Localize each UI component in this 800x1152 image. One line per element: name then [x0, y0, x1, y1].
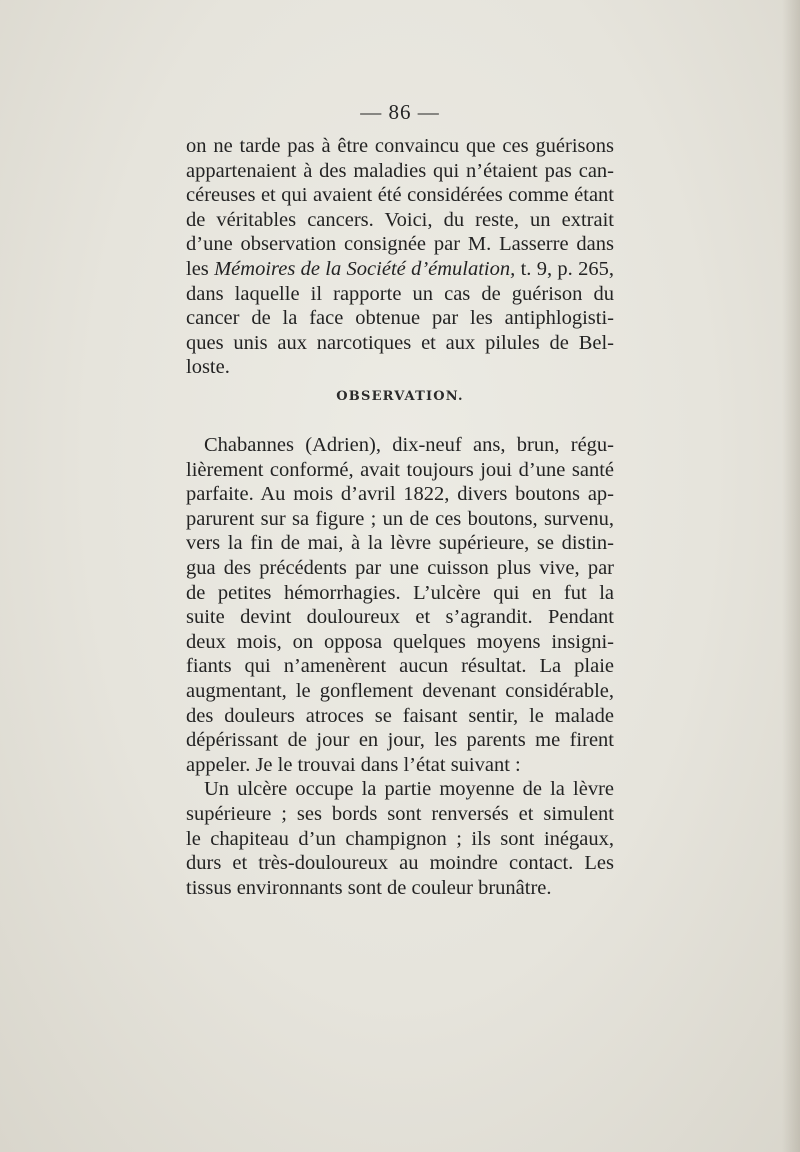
text-line: loste.: [186, 356, 230, 379]
text-line: gua des précédents par une cuisson plus vive, par: [186, 556, 614, 579]
text-line: parurent sur sa figure ; un de ces boutons, survenu,: [186, 507, 614, 530]
text-line: des douleurs atroces se faisant sentir, le malade: [186, 704, 614, 727]
text-line: supérieure ; ses bords sont renversés et simulent: [186, 802, 614, 825]
text-line: d’une observation consignée par M. Lasserre dans: [186, 233, 614, 256]
text-line: ques unis aux narcotiques et aux pilules de Bel-: [186, 331, 614, 354]
text-line: augmentant, le gonflement devenant considérable,: [186, 679, 614, 702]
text-line: Un ulcère occupe la partie moyenne de la lèvre: [204, 778, 614, 801]
text-line: appartenaient à des maladies qui n’étaient pas can-: [186, 159, 614, 182]
text-line: céreuses et qui avaient été considérées comme étant: [186, 184, 614, 207]
text-line: tissus environnants sont de couleur brunâtre.: [186, 876, 552, 899]
text-line: cancer de la face obtenue par les antiphlogisti-: [186, 307, 614, 330]
text-line: de petites hémorrhagies. L’ulcère qui en fut la: [186, 581, 614, 604]
text-line-citation: [186, 257, 614, 282]
citation-title: Mémoires de la Société d’émulation,: [214, 257, 516, 280]
text-line: on ne tarde pas à être convaincu que ces guérisons: [186, 135, 614, 157]
observation-body: [186, 433, 614, 900]
text-line: le chapiteau d’un champignon ; ils sont inégaux,: [186, 827, 614, 850]
section-heading: OBSERVATION.: [336, 389, 464, 404]
page-number: — 86 —: [360, 100, 440, 124]
text-line: suite devint douloureux et s’agrandit. Pendant: [186, 606, 614, 629]
text-line: deux mois, on opposa quelques moyens insigni-: [186, 630, 614, 653]
text-line: dépérissant de jour en jour, les parents me firent: [186, 729, 614, 752]
text-line: Chabannes (Adrien), dix-neuf ans, brun, régu-: [204, 434, 614, 456]
text-line: fiants qui n’amenèrent aucun résultat. La plaie: [186, 655, 614, 678]
citation-suffix: t. 9, p. 265,: [515, 257, 614, 280]
text-line: dans laquelle il rapporte un cas de guérison du: [186, 282, 614, 305]
citation-prefix: les: [186, 257, 215, 280]
text-line: appeler. Je le trouvai dans l’état suivant :: [186, 753, 521, 776]
text-line: vers la fin de mai, à la lèvre supérieure, se distin-: [186, 532, 614, 555]
text-line: parfaite. Au mois d’avril 1822, divers boutons ap-: [186, 483, 614, 506]
paragraph-intro: [186, 134, 614, 380]
text-line: lièrement conformé, avait toujours joui d’une santé: [186, 458, 614, 481]
text-line: de véritables cancers. Voici, du reste, un extrait: [186, 208, 614, 231]
text-line: durs et très-douloureux au moindre contact. Les: [186, 852, 614, 875]
